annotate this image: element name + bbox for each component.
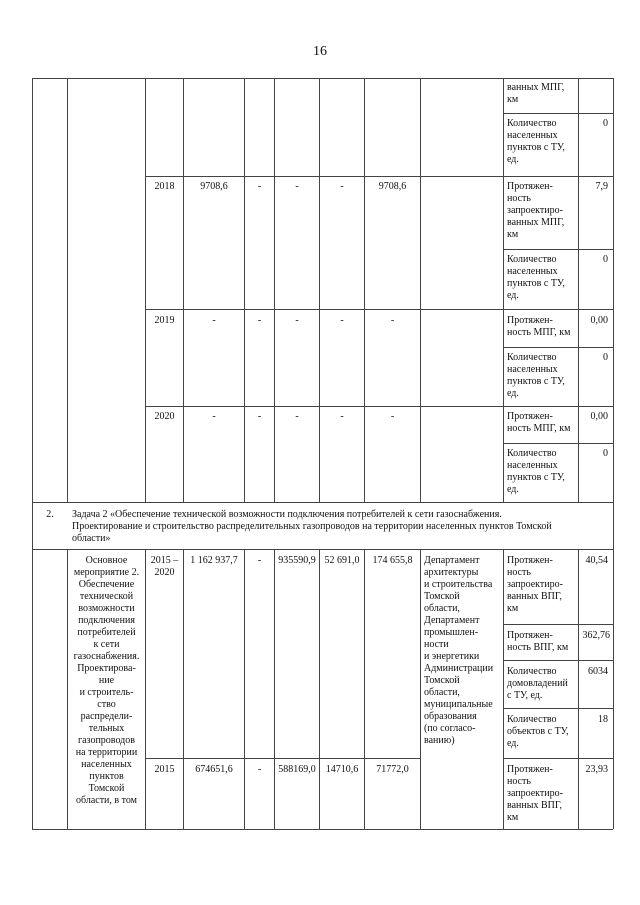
rule	[183, 549, 184, 829]
rule	[32, 78, 613, 79]
period-cell	[146, 555, 183, 579]
text-line: тельных	[88, 723, 125, 734]
text-line: Количество	[507, 118, 557, 129]
indicator-value: 7,9	[595, 181, 608, 192]
rule	[503, 443, 613, 444]
amount-cell: -	[257, 411, 262, 422]
rule	[613, 78, 614, 829]
rule	[145, 309, 613, 310]
amount-total: 9708,6	[200, 181, 228, 192]
amount-cell: -	[390, 315, 395, 326]
rule	[503, 660, 613, 661]
text-line: населенных	[507, 460, 558, 471]
year-cell: 2019	[154, 315, 175, 326]
rule	[503, 758, 613, 759]
text-line: и строитель-	[79, 687, 134, 698]
text-line: и энергетики	[424, 651, 480, 662]
amount-cell: -	[340, 181, 344, 192]
indicator-value: 0	[603, 352, 608, 363]
text-line: Протяжен-	[507, 555, 553, 566]
text-line: ванных МПГ,	[507, 82, 565, 93]
text-line: Протяжен-	[507, 764, 553, 775]
text-line: образования	[424, 711, 477, 722]
rule	[420, 78, 421, 502]
rule	[32, 549, 613, 550]
text-line: газоснабжения.	[73, 651, 140, 662]
text-line: ванных ВПГ,	[507, 591, 562, 602]
rule	[319, 78, 320, 502]
text-line: запроектиро-	[507, 579, 563, 590]
text-line: ванию)	[424, 735, 455, 746]
text-line: области,	[424, 603, 460, 614]
text-line: ед.	[507, 484, 519, 495]
rule	[503, 347, 613, 348]
amount-cell: -	[295, 315, 299, 326]
rule	[319, 549, 320, 829]
text-line: ванных МПГ,	[507, 217, 565, 228]
executor-text	[424, 555, 493, 747]
text-line: Протяжен-	[507, 315, 553, 326]
text-line: возможности	[78, 603, 135, 614]
indicator-value: 0,00	[590, 315, 608, 326]
rule	[145, 758, 420, 759]
text-line: ние	[98, 675, 115, 686]
amount-cell: -	[257, 555, 262, 566]
amount-cell: -	[390, 411, 395, 422]
text-line: км	[507, 94, 519, 105]
text-line: запроектиро-	[507, 788, 563, 799]
text-line: населенных	[507, 364, 558, 375]
rule	[503, 549, 504, 829]
text-line: области»	[72, 533, 111, 544]
text-line: области, в том	[75, 795, 138, 806]
amount-cell: -	[340, 315, 344, 326]
rule	[420, 549, 421, 829]
text-line: Департамент	[424, 615, 480, 626]
text-line: ности	[424, 639, 449, 650]
text-line: Протяжен-	[507, 181, 553, 192]
text-line: подключения	[78, 615, 135, 626]
text-line: пунктов с ТУ,	[507, 142, 565, 153]
rule	[503, 249, 613, 250]
indicator-name	[507, 411, 570, 435]
text-line: домовладений	[507, 678, 568, 689]
text-line: Основное	[85, 555, 128, 566]
indicator-name	[507, 352, 565, 400]
amount-cell: -	[257, 764, 262, 775]
amount-total: 1 162 937,7	[190, 555, 238, 566]
rule	[274, 549, 275, 829]
rule	[503, 708, 613, 709]
text-line: Департамент	[424, 555, 480, 566]
amount-total: -	[212, 315, 216, 326]
rule	[244, 549, 245, 829]
indicator-value: 6034	[588, 666, 608, 677]
text-line: пунктов	[89, 771, 124, 782]
year-cell: 2020	[154, 411, 175, 422]
rule	[145, 78, 146, 502]
amount-cell: 71772,0	[376, 764, 409, 775]
rule	[183, 78, 184, 502]
text-line: 2015 –	[150, 555, 179, 566]
text-line: Томской	[424, 675, 460, 686]
rule	[244, 78, 245, 502]
text-line: распредели-	[80, 711, 133, 722]
indicator-name	[507, 555, 563, 615]
rule	[364, 78, 365, 502]
event-name	[68, 555, 145, 807]
indicator-name	[507, 254, 565, 302]
indicator-name	[507, 714, 569, 750]
text-line: Обеспечение	[78, 579, 135, 590]
text-line: технической	[79, 591, 134, 602]
task-number: 2.	[46, 509, 54, 520]
text-line: ванных ВПГ,	[507, 800, 562, 811]
text-line: Проектирование и строительство распределительных газопроводов на территории населенных пунктов Томской	[72, 521, 552, 532]
text-line: км	[507, 603, 519, 614]
rule	[32, 78, 33, 829]
text-line: запроектиро-	[507, 205, 563, 216]
amount-cell: -	[340, 411, 344, 422]
rule	[32, 502, 613, 503]
rule	[578, 78, 579, 502]
text-line: ность	[507, 567, 531, 578]
amount-total: 674651,6	[195, 764, 233, 775]
indicator-name	[507, 315, 570, 339]
text-line: пунктов с ТУ,	[507, 278, 565, 289]
text-line: и строительства	[424, 579, 493, 590]
rule	[503, 113, 613, 114]
indicator-value: 18	[598, 714, 608, 725]
amount-total: -	[212, 411, 216, 422]
indicator-value: 0	[603, 118, 608, 129]
amount-cell: 935590,9	[278, 555, 316, 566]
text-line: мероприятие 2.	[73, 567, 140, 578]
text-line: на территории	[75, 747, 138, 758]
rule	[503, 624, 613, 625]
rule	[67, 78, 68, 502]
text-line: Протяжен-	[507, 411, 553, 422]
text-line: Количество	[507, 254, 557, 265]
rule	[145, 176, 613, 177]
indicator-name	[507, 666, 568, 702]
year-cell: 2015	[154, 764, 175, 775]
text-line: с ТУ, ед.	[507, 690, 543, 701]
rule	[274, 78, 275, 502]
text-line: ность МПГ, км	[507, 327, 571, 338]
rule	[364, 549, 365, 829]
text-line: Количество	[507, 352, 557, 363]
text-line: к сети	[93, 639, 120, 650]
indicator-name	[507, 181, 564, 241]
text-line: ед.	[507, 738, 519, 749]
text-line: Проектирова-	[77, 663, 136, 674]
indicator-value: 362,76	[582, 630, 610, 641]
text-line: Количество	[507, 714, 557, 725]
indicator-value: 0,00	[590, 411, 608, 422]
indicator-name	[507, 630, 568, 654]
text-line: архитектуры	[424, 567, 479, 578]
text-line: газопроводов	[78, 735, 135, 746]
indicator-name	[507, 82, 564, 106]
text-line: ед.	[507, 154, 519, 165]
amount-cell: -	[257, 181, 262, 192]
text-line: ед.	[507, 290, 519, 301]
amount-cell: 14710,6	[325, 764, 359, 775]
text-line: Задача 2 «Обеспечение технической возможности подключения потребителей к сети газоснабжения.	[72, 509, 502, 520]
rule	[145, 406, 613, 407]
task-title	[72, 509, 552, 545]
rule	[578, 549, 579, 829]
text-line: ность МПГ, км	[507, 423, 571, 434]
rule	[503, 78, 504, 502]
amount-cell: -	[295, 411, 299, 422]
text-line: ед.	[507, 388, 519, 399]
text-line: промышлен-	[424, 627, 479, 638]
indicator-name	[507, 764, 563, 824]
indicator-value: 23,93	[585, 764, 608, 775]
text-line: Протяжен-	[507, 630, 553, 641]
text-line: км	[507, 229, 519, 240]
text-line: населенных	[507, 130, 558, 141]
text-line: км	[507, 812, 519, 823]
text-line: Томской	[424, 591, 460, 602]
text-line: ство	[97, 699, 116, 710]
text-line: пунктов с ТУ,	[507, 376, 565, 387]
amount-cell: 52 691,0	[324, 555, 360, 566]
amount-cell: -	[295, 181, 299, 192]
text-line: населенных	[507, 266, 558, 277]
text-line: области,	[424, 687, 460, 698]
indicator-name	[507, 118, 565, 166]
amount-cell: 588169,0	[278, 764, 316, 775]
text-line: (по согласо-	[424, 723, 476, 734]
amount-cell: -	[257, 315, 262, 326]
text-line: ность	[507, 193, 531, 204]
text-line: объектов с ТУ,	[507, 726, 569, 737]
amount-cell: 9708,6	[378, 181, 407, 192]
rule	[32, 829, 613, 830]
amount-cell: 174 655,8	[372, 555, 413, 566]
indicator-value: 0	[603, 254, 608, 265]
year-cell: 2018	[154, 181, 175, 192]
rule	[145, 549, 146, 829]
text-line: потребителей	[77, 627, 136, 638]
text-line: Количество	[507, 448, 557, 459]
text-line: ность	[507, 776, 531, 787]
text-line: Количество	[507, 666, 557, 677]
text-line: муниципальные	[424, 699, 493, 710]
indicator-name	[507, 448, 565, 496]
text-line: Администрации	[424, 663, 494, 674]
indicator-value: 0	[603, 448, 608, 459]
text-line: ность ВПГ, км	[507, 642, 569, 653]
text-line: пунктов с ТУ,	[507, 472, 565, 483]
text-line: Томской	[88, 783, 125, 794]
text-line: населенных	[81, 759, 132, 770]
indicator-value: 40,54	[585, 555, 608, 566]
page-number: 16	[313, 44, 327, 59]
text-line: 2020	[154, 567, 175, 578]
